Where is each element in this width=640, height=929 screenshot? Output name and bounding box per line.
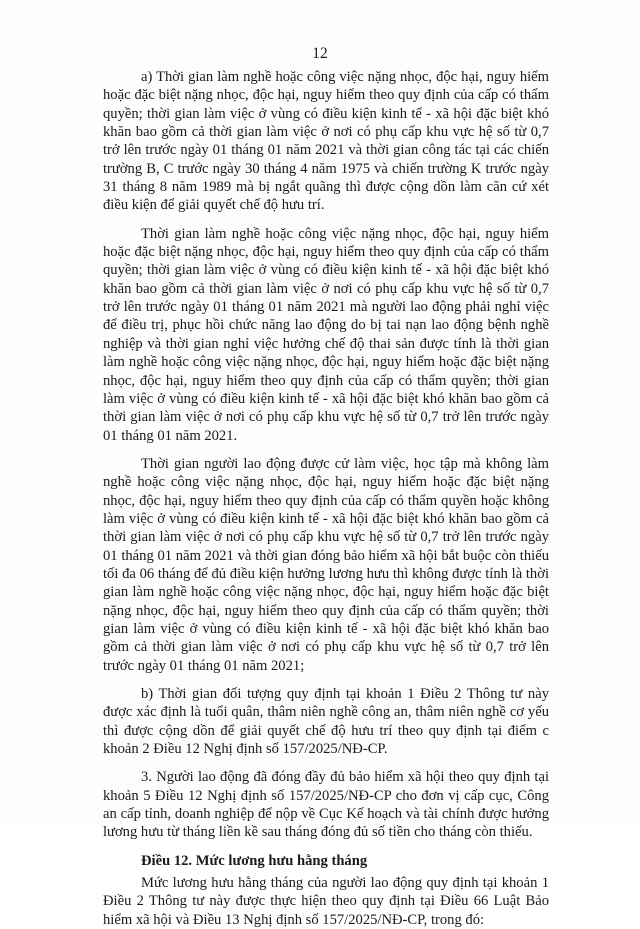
paragraph-clause-3: 3. Người lao động đã đóng đầy đủ bảo hiểm xã hội theo quy định tại khoản 5 Điều 12 Nghị định số 157/2025/NĐ-CP cho đơn vị cấp cục, Công an cấp tỉnh, doanh nghiệp để nộp về Cục Kế hoạch và tài chính được hưởng lương hưu từ tháng liền kề sau tháng đóng đủ số tiền cho tháng còn thiếu. xyxy=(103,769,549,841)
document-body xyxy=(103,68,549,929)
paragraph-point-b: b) Thời gian đối tượng quy định tại khoản 1 Điều 2 Thông tư này được xác định là tuổi quân, thâm niên nghề công an, thâm niên nghề cơ yếu thì được cộng dồn để giải quyết chế độ hưu trí theo quy định tại điểm c khoản 2 Điều 12 Nghị định số 157/2025/NĐ-CP. xyxy=(103,686,549,758)
paragraph-assigned-study-time: Thời gian người lao động được cử làm việc, học tập mà không làm nghề hoặc công việc nặng nhọc, độc hại, nguy hiểm hoặc đặc biệt nặng nhọc, độc hại, nguy hiểm theo quy định của cấp có thẩm quyền hoặc không làm việc ở vùng có điều kiện kinh tế - xã hội đặc biệt khó khăn bao gồm cả thời gian làm việc ở nơi có phụ cấp khu vực hệ số từ 0,7 trở lên trước ngày 01 tháng 01 năm 2021 và thời gian đóng bảo hiểm xã hội bắt buộc còn thiếu tối đa 06 tháng để đủ điều kiện hưởng lương hưu thì không được tính là thời gian làm nghề hoặc công việc nặng nhọc, độc hại, nguy hiểm hoặc đặc biệt nặng nhọc, độc hại, nguy hiểm theo quy định của cấp có thẩm quyền; thời gian làm việc ở vùng có điều kiện kinh tế - xã hội đặc biệt khó khăn bao gồm cả thời gian làm việc ở nơi có phụ cấp khu vực hệ số từ 0,7 trở lên trước ngày 01 tháng 01 năm 2021; xyxy=(103,455,549,674)
paragraph-point-a: a) Thời gian làm nghề hoặc công việc nặng nhọc, độc hại, nguy hiểm hoặc đặc biệt nặng nhọc, độc hại, nguy hiểm theo quy định của cấp có thẩm quyền; thời gian làm việc ở vùng có điều kiện kinh tế - xã hội đặc biệt khó khăn bao gồm cả thời gian làm việc ở nơi có phụ cấp khu vực hệ số từ 0,7 trở lên trước ngày 01 tháng 01 năm 2021 và thời gian công tác tại các chiến trường B, C trước ngày 30 tháng 4 năm 1975 và chiến trường K trước ngày 31 tháng 8 năm 1989 mà bị ngắt quãng thì được cộng dồn làm căn cứ xét điều kiện để giải quyết chế độ hưu trí. xyxy=(103,69,549,214)
article-12-intro: Mức lương hưu hằng tháng của người lao động quy định tại khoản 1 Điều 2 Thông tư này được thực hiện theo quy định tại Điều 66 Luật Bảo hiểm xã hội và Điều 13 Nghị định số 157/2025/NĐ-CP, trong đó: xyxy=(103,875,549,928)
page-number: 12 xyxy=(312,45,328,62)
paragraph-working-time: Thời gian làm nghề hoặc công việc nặng nhọc, độc hại, nguy hiểm hoặc đặc biệt nặng nhọc, độc hại, nguy hiểm theo quy định của cấp có thẩm quyền; thời gian làm việc ở vùng có điều kiện kinh tế - xã hội đặc biệt khó khăn bao gồm cả thời gian làm việc ở nơi có phụ cấp khu vực hệ số từ 0,7 trở lên trước ngày 01 tháng 01 năm 2021 mà người lao động phải nghỉ việc để điều trị, phục hồi chức năng lao động do bị tai nạn lao động bệnh nghề nghiệp và thời gian nghỉ việc hưởng chế độ thai sản được tính là thời gian làm nghề hoặc công việc nặng nhọc, độc hại, nguy hiểm hoặc đặc biệt nặng nhọc, độc hại, nguy hiểm theo quy định của cấp có thẩm quyền; thời gian làm việc ở vùng có điều kiện kinh tế - xã hội đặc biệt khó khăn bao gồm cả thời gian làm việc ở nơi có phụ cấp khu vực hệ số từ 0,7 trở lên trước ngày 01 tháng 01 năm 2021. xyxy=(103,225,549,444)
article-12-heading: Điều 12. Mức lương hưu hằng tháng xyxy=(141,852,368,869)
